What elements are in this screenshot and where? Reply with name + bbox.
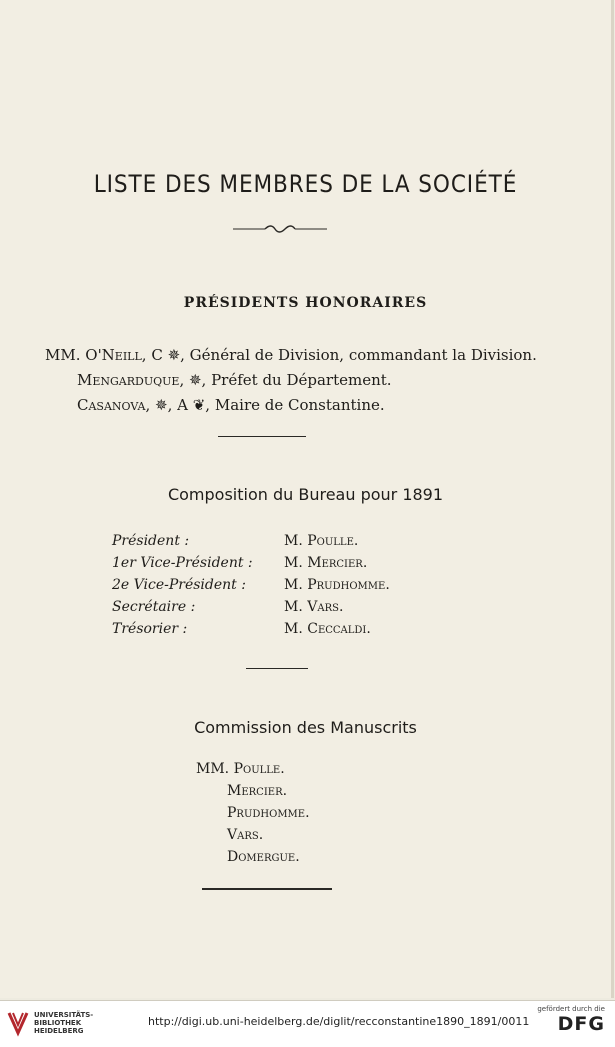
divider bbox=[246, 668, 308, 669]
dfg-wordmark: DFG bbox=[557, 1013, 605, 1035]
ornament-flourish-icon bbox=[225, 222, 335, 236]
page-title: LISTE DES MEMBRES DE LA SOCIÉTÉ bbox=[93, 170, 518, 198]
viewer-footer bbox=[0, 1000, 615, 1047]
manuscrits-member: Vars. bbox=[227, 827, 264, 843]
library-logo[interactable] bbox=[7, 1009, 93, 1037]
manuscrits-list bbox=[196, 758, 310, 868]
manuscrits-member: Prudhomme. bbox=[227, 805, 310, 821]
honorary-entry: MM. O'Neill, C ✵, Général de Division, commandant la Division. bbox=[45, 346, 537, 364]
bureau-row: Président : M. Poulle. bbox=[112, 533, 359, 549]
bureau-row: Trésorier : M. Ceccaldi. bbox=[112, 621, 371, 637]
manuscrits-title: Commission des Manuscrits bbox=[194, 718, 417, 737]
manuscrits-member: Domergue. bbox=[227, 849, 300, 865]
end-rule bbox=[202, 888, 332, 890]
manuscrits-member: Mercier. bbox=[227, 783, 288, 799]
presidents-heading: PRÉSIDENTS HONORAIRES bbox=[183, 295, 428, 311]
permalink-url[interactable]: http://digi.ub.uni-heidelberg.de/diglit/recconstantine1890_1891/0011 bbox=[148, 1015, 530, 1028]
divider bbox=[218, 436, 306, 437]
bureau-row: 2e Vice-Président : M. Prudhomme. bbox=[112, 577, 390, 593]
library-seal-icon bbox=[7, 1009, 29, 1037]
bureau-row: 1er Vice-Président : M. Mercier. bbox=[112, 555, 368, 571]
bureau-list bbox=[112, 530, 390, 640]
bureau-row: Secrétaire : M. Vars. bbox=[112, 599, 344, 615]
library-name: UNIVERSITÄTS- BIBLIOTHEK HEIDELBERG bbox=[34, 1011, 94, 1035]
funded-by-label: gefördert durch die bbox=[537, 1005, 605, 1013]
bureau-title: Composition du Bureau pour 1891 bbox=[167, 485, 444, 504]
honorary-entry: Casanova, ✵, A ❦, Maire de Constantine. bbox=[77, 396, 385, 414]
dfg-logo[interactable] bbox=[537, 1005, 605, 1035]
manuscrits-member: MM. Poulle. bbox=[196, 761, 285, 777]
honorary-presidents-list bbox=[45, 343, 537, 418]
honorary-entry: Mengarduque, ✵, Préfet du Département. bbox=[77, 371, 392, 389]
